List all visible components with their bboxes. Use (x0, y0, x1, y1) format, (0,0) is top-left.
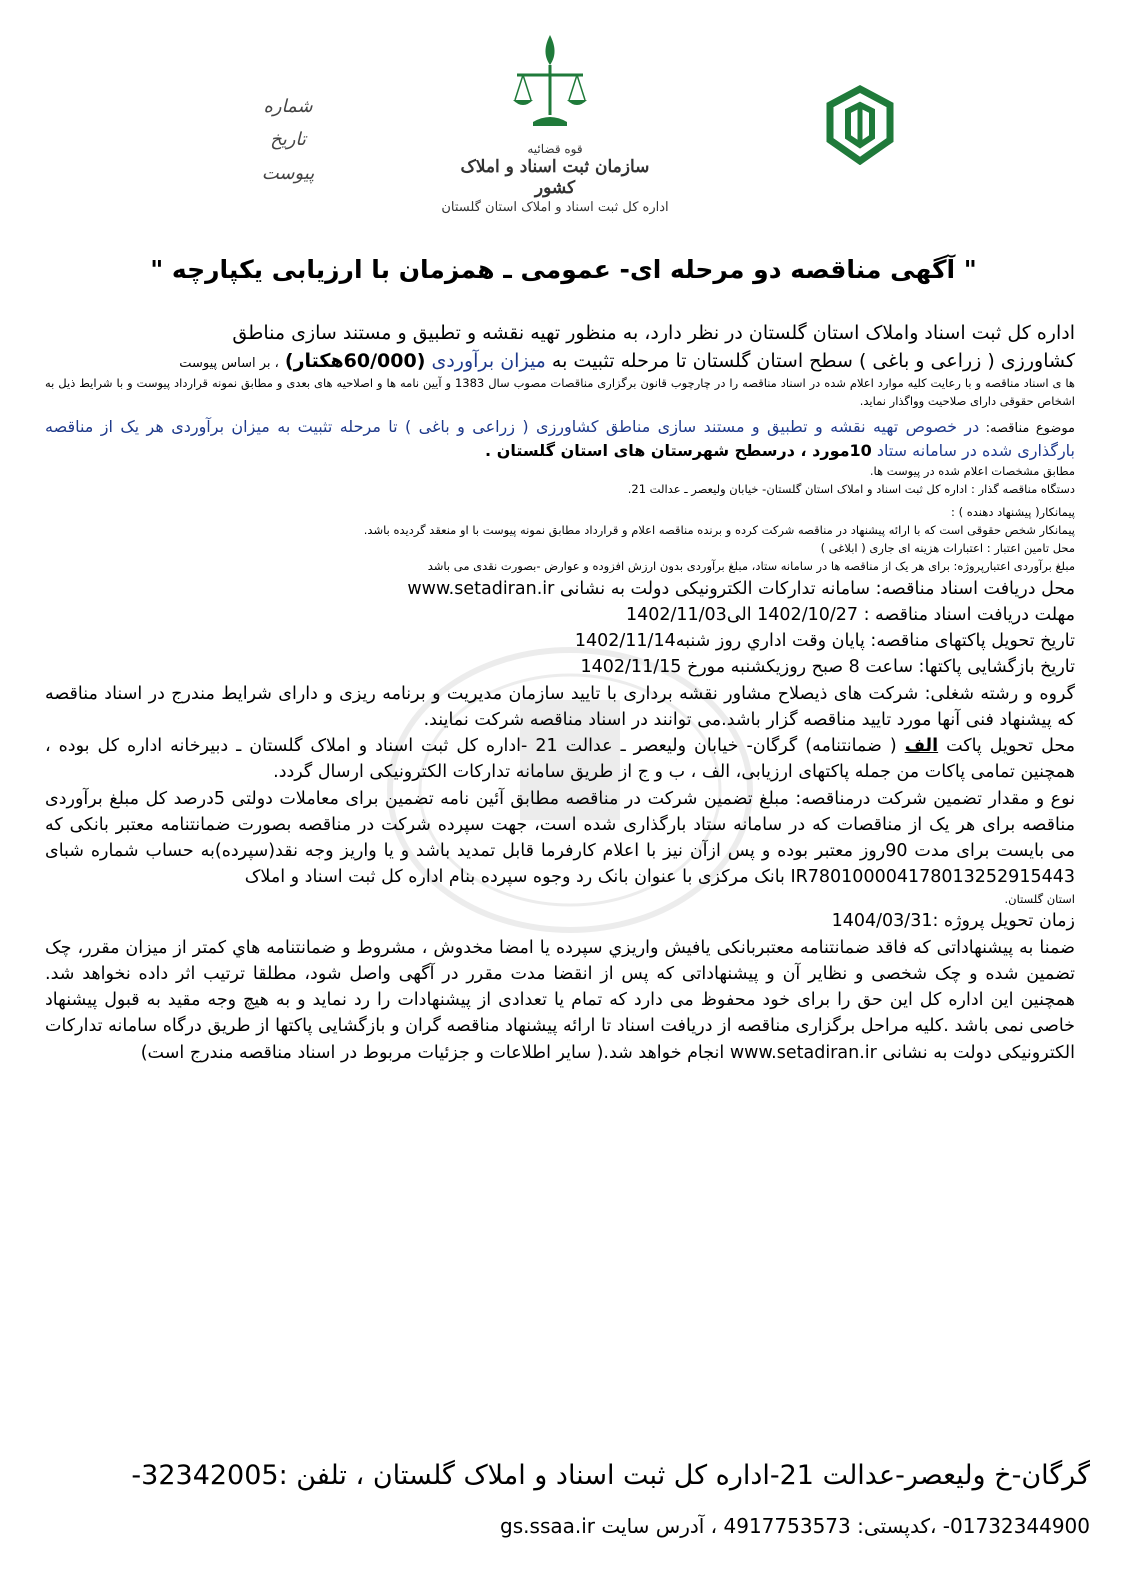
org-line-2: سازمان ثبت اسناد و املاک کشور (460, 157, 650, 199)
notice-title: " آگهی مناقصه دو مرحله ای- عمومی ـ همزمان با ارزیابی یکپارچه " (150, 255, 977, 284)
meta-date-label: تاریخ (270, 129, 306, 151)
subject-text-b: تطبیق و مستند سازی مناطق کشاورزی ( زراعی و باغی ) تا مرحله تثبیت به میزان برآوردی هر یک از مناقصه بارگذاری شده در سامانه ستاد (45, 416, 1075, 460)
detail-line: پیمانکار شخص حقوقی است که با ارائه پیشنهاد در مناقصه شرکت کرده و برنده مناقصه اعلام و قرارداد مطابق نمونه پیوست با او منعقد گردیده باشد. (363, 523, 1075, 538)
meta-number-label: شماره (263, 96, 313, 117)
intro-line-2b: میزان برآوردی (431, 349, 546, 372)
terms-paragraph: ضمنا به پیشنهاداتی که فاقد ضمانتنامه معتبربانکی یافیش واریزي سپرده یا امضا مخدوش ، مشروط و ضمانتنامه هاي کمتر از میزان مقرر، چک تضمین شده و چک شخصی و نظایر آن و پیشنهاداتی که پس از انقضا مدت مقرر در آگهی واصل شود، مطلقا ترتیب اثر داده نخواهد شد. همچنین این اداره کل این حق را برای خود محفوظ می دارد که تمام یا تعدادی از پیشنهادات را رد نماید و به هیچ وجه مقید به قبول پیشنهاد خاصی نمی باشد .کلیه مراحل برگزاری مناقصه از دریافت اسناد تا ارائه پیشنهاد مناقصه گران و بازگشایی پاکتها از طریق درگاه سامانه تدارکات الکترونیکی دولت به نشانی www.setadiran.ir انجام خواهد شد.( سایر اطلاعات و جزئیات مربوط در اسناد مناقصه مندرج است) (45, 937, 1075, 1063)
footer-address: گرگان-خ ولیعصر-عدالت 21-اداره کل ثبت اسناد و املاک گلستان ، تلفن :32342005- (131, 1460, 1090, 1491)
schedule-line: محل دریافت اسناد مناقصه: سامانه تدارکات الکترونیکی دولت به نشانی www.setadiran.ir (407, 578, 1075, 599)
detail-line: محل تامین اعتبار : اعتبارات هزینه ای جاری ( ابلاغی ) (820, 540, 1075, 555)
intro-line-2 (45, 348, 1075, 376)
schedule-line: مهلت دریافت اسناد مناقصه : 1402/10/27 الی1402/11/03 (625, 604, 1075, 625)
org-line-1: قوه قضائیه (527, 142, 583, 156)
guarantee-paragraph: نوع و مقدار تضمین شرکت درمناقصه: مبلغ تضمین شرکت در مناقصه مطابق آئین نامه تضمین برای معاملات دولتی 5درصد کل مبلغ برآوردی مناقصه برای هر یک از مناقصات که در سامانه ستاد بارگذاری شده است، جهت سپرده شرکت در مناقصه بصورت ضمانتنامه معتبر بانکی که می بایست برای مدت 90روز معتبر بوده و پس ازآن نیز با اعلام کارفرما قابل تمدید باشد و یا واریز وجه نقد(سپرده)به حساب شماره شبای IR780100004178013252915443 بانک مرکزی با عنوان بانک رد وجوه سپرده بنام اداره کل ثبت اسناد و املاک (45, 788, 1075, 888)
organization-name-block (440, 142, 670, 216)
schedule-line: تاریخ بازگشایی پاکتها: ساعت 8 صبح روزیکشنبه مورخ 1402/11/15 (580, 657, 1075, 678)
group-paragraph: گروه و رشته شغلی: شرکت های ذیصلاح مشاور نقشه برداری با تایید سازمان مدیریت و برنامه ریزی و دارای شرایط مندرج در اسناد مناقصه که پیشنهاد فنی آنها مورد تایید مناقصه گزار باشد.می توانند در اسناد مناقصه شرکت نمایند. (45, 683, 1075, 730)
footer-contact: 01732344900- ،کدپستی: 4917753573 ، آدرس سایت gs.ssaa.ir (500, 1514, 1090, 1538)
intro-small: ها ی اسناد مناقصه و با رعایت کلیه موارد اعلام شده در اسناد مناقصه را در چارچوب قانون برگزاری مناقصات مصوب سال 1383 و آیین نامه ها و اصلاحیه های بعدی و مطابق نمونه قرارداد پیوست و با شرایط ذیل به اشخاص حقوقی دارای صلاحیت وواگذار نماید. (45, 376, 1075, 408)
detail-line: پیمانکار( پیشنهاد دهنده ) : (951, 505, 1075, 520)
org-line-3: اداره کل ثبت اسناد و املاک استان گلستان (441, 199, 669, 215)
subject-text-a: در خصوص تهیه نقشه و (815, 416, 980, 436)
intro-hectares: (60/000هکتار) (284, 349, 426, 372)
project-delivery-date: زمان تحویل پروژه :1404/03/31 (831, 911, 1075, 932)
registration-org-logo-icon (820, 85, 900, 165)
letter-meta-block (248, 90, 328, 190)
detail-line: مبلغ برآوردی اعتبارپروژه: برای هر یک از مناقصه ها در سامانه ستاد، مبلغ برآوردی بدون ارزش افزوده و عوارض -بصورت نقدی می باشد (427, 558, 1075, 573)
notice-body (45, 320, 1075, 1066)
intro-line-2a: کشاورزی ( زراعی و باغی ) سطح استان گلستان تا مرحله تثبیت به (545, 349, 1075, 372)
intro-line-2d: ، بر اساس پیوست (179, 355, 279, 371)
details-small-list (45, 463, 1075, 576)
detail-line: مطابق مشخصات اعلام شده در پیوست ها. (869, 463, 1075, 478)
delivery-b: الف (904, 736, 939, 757)
schedule-line: تاریخ تحویل پاکتهای مناقصه: پایان وقت اداري روز شنبه1402/11/14 (574, 631, 1075, 652)
delivery-paragraph (45, 733, 1075, 786)
subject-text-c: 10مورد ، درسطح شهرستان های استان گلستان . (485, 440, 872, 460)
intro-line-1: اداره کل ثبت اسناد واملاک استان گلستان در نظر دارد، به منظور تهیه نقشه و تطبیق و مستند سازی مناطق (232, 322, 1075, 344)
judiciary-emblem-icon (505, 30, 595, 130)
delivery-c: ( ضمانتنامه) گرگان- خیابان ولیعصر ـ عدالت 21 -اداره کل ثبت اسناد و املاک گلستان ـ دبیرخانه اداره کل بوده ، همچنین تمامی پاکات من جمله پاکتهای ارزیابی، الف ، ب و ج از طریق سامانه تدارکات الکترونیکی ارسال گردد. (45, 736, 1075, 783)
subject-paragraph (45, 415, 1075, 463)
meta-attachment-label: پیوست (261, 162, 315, 184)
detail-line: دستگاه مناقصه گذار : اداره کل ثبت اسناد و املاک استان گلستان- خیابان ولیعصر ـ عدالت 21. (627, 481, 1075, 496)
delivery-a: محل تحویل پاکت (938, 736, 1076, 757)
guarantee-end: استان گلستان. (1004, 891, 1075, 906)
subject-label: موضوع مناقصه: (979, 420, 1076, 436)
schedule-list (45, 576, 1075, 681)
